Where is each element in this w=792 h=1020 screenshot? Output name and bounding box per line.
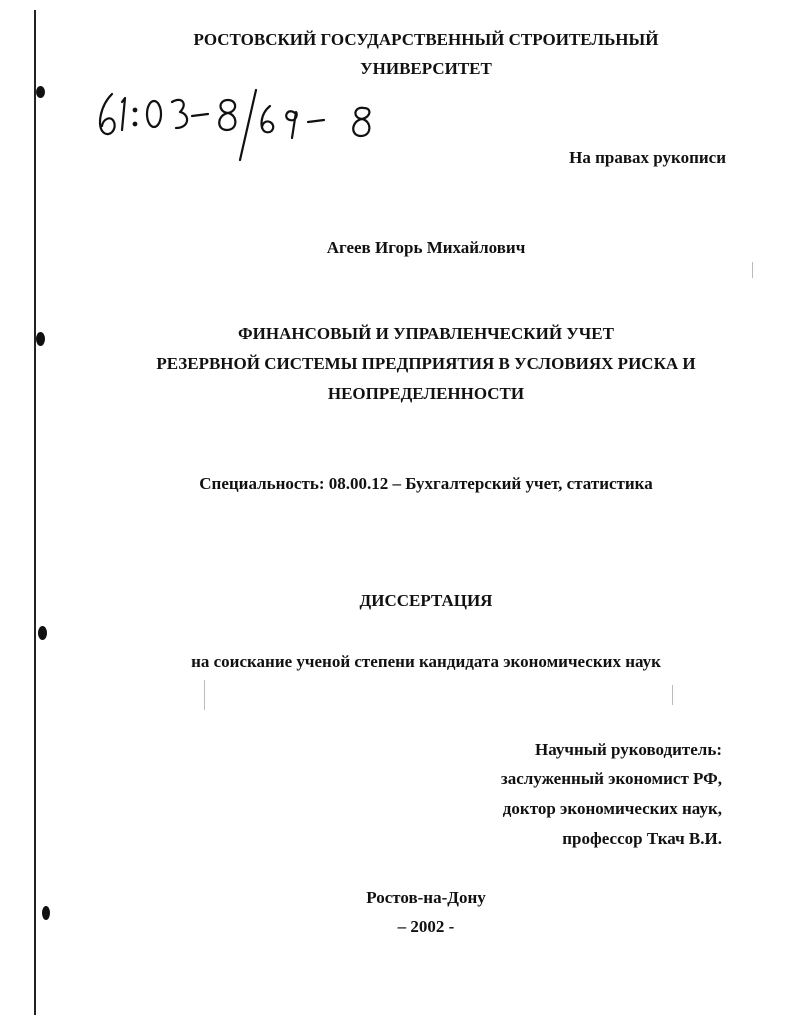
scan-speck	[204, 680, 205, 710]
university-name-line1: РОСТОВСКИЙ ГОСУДАРСТВЕННЫЙ СТРОИТЕЛЬНЫЙ	[193, 30, 659, 49]
supervisor-title-1: заслуженный экономист РФ,	[500, 769, 722, 788]
supervisor-name: профессор Ткач В.И.	[562, 829, 722, 848]
supervisor-title-2: доктор экономических наук,	[502, 799, 722, 818]
specialty-line: Специальность: 08.00.12 – Бухгалтерский учет, статистика	[199, 474, 653, 493]
dissertation-title-line2: РЕЗЕРВНОЙ СИСТЕМЫ ПРЕДПРИЯТИЯ В УСЛОВИЯХ РИСКА И	[156, 354, 696, 373]
rights-note: На правах рукописи	[569, 148, 726, 167]
scan-hole-mark	[38, 626, 47, 640]
scan-speck	[752, 262, 753, 278]
archive-code-text: 61:03-8/69-8	[92, 82, 98, 83]
year: – 2002 -	[397, 917, 455, 936]
degree-line: на соискание ученой степени кандидата экономических наук	[191, 652, 661, 671]
dissertation-title-line1: ФИНАНСОВЫЙ И УПРАВЛЕНЧЕСКИЙ УЧЕТ	[238, 324, 614, 343]
author-name: Агеев Игорь Михайлович	[326, 238, 526, 257]
handwritten-archive-code	[92, 82, 392, 162]
scan-hole-mark	[36, 86, 45, 98]
dissertation-title-line3: НЕОПРЕДЕЛЕННОСТИ	[327, 384, 525, 403]
city: Ростов-на-Дону	[366, 888, 486, 907]
document-type: ДИССЕРТАЦИЯ	[359, 591, 493, 610]
scan-speck	[672, 685, 673, 705]
supervisor-label: Научный руководитель:	[535, 740, 722, 759]
scan-binding-edge	[34, 10, 36, 1015]
university-name-line2: УНИВЕРСИТЕТ	[360, 59, 492, 78]
